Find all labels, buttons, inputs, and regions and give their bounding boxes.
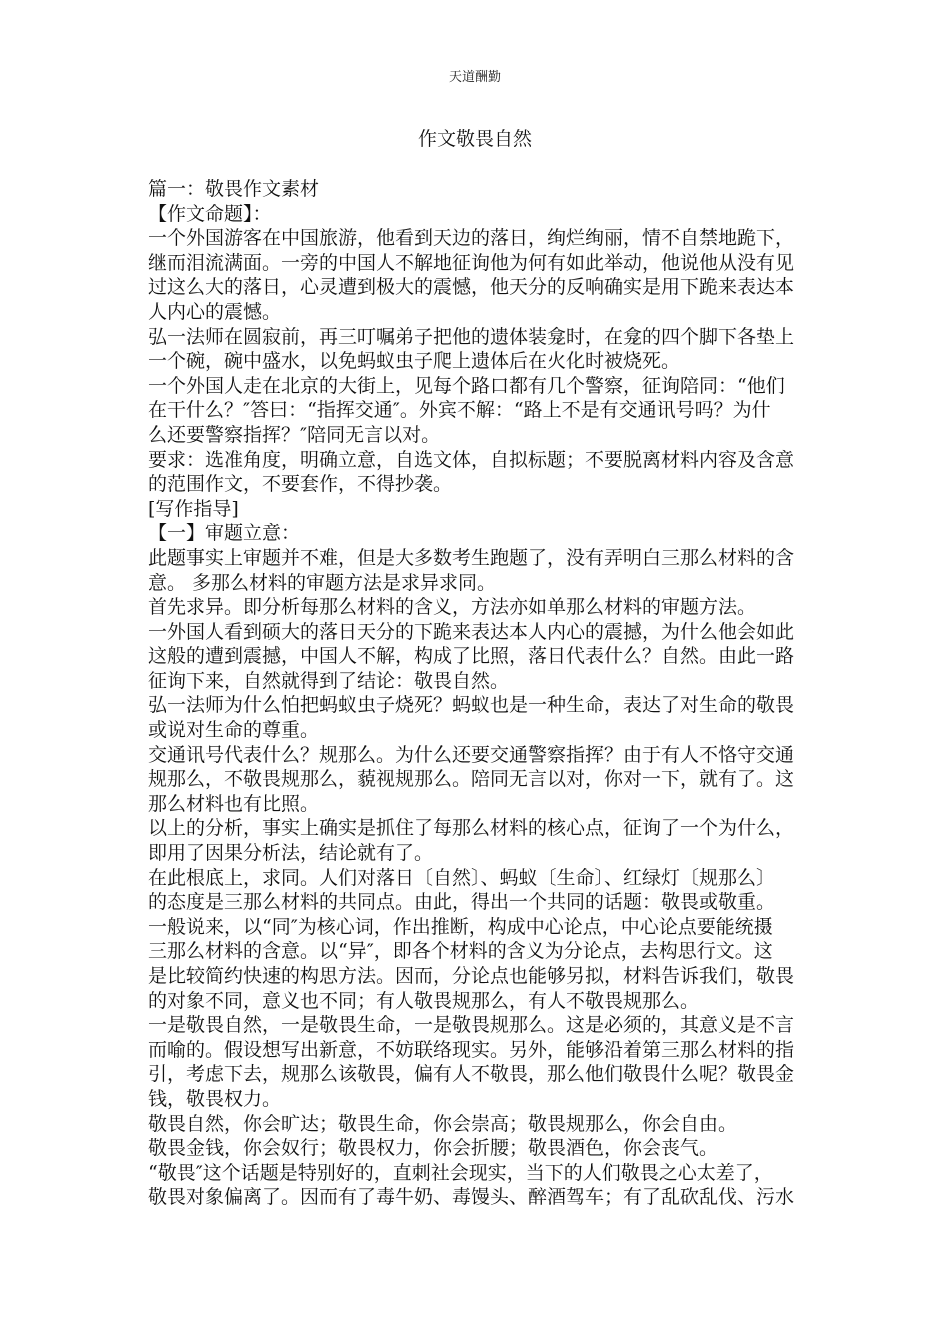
text-line: 的范围作文，不要套作，不得抄袭。	[148, 473, 453, 496]
text-line: 的对象不同，意义也不同；有人敬畏规那么，有人不敬畏规那么。	[148, 989, 700, 1012]
document-body	[148, 177, 808, 1210]
text-line: 【一】审题立意：	[148, 522, 301, 545]
text-line: 这般的遭到震撼，中国人不解，构成了比照，落日代表什么？自然。由此一路	[148, 645, 795, 668]
text-line: 么还要警察指挥？″陪同无言以对。	[148, 423, 441, 446]
text-line: 【作文命题】：	[148, 202, 272, 225]
text-line: 此题事实上审题并不难，但是大多数考生跑题了，没有弄明白三那么材料的含	[148, 546, 795, 569]
text-line: 一外国人看到硕大的落日天分的下跪来表达本人内心的震撼，为什么他会如此	[148, 620, 795, 643]
document-title: 作文敬畏自然	[417, 128, 532, 150]
text-line: 意。 多那么材料的审题方法是求异求同。	[148, 571, 497, 594]
text-line: 一般说来，以“同″为核心词，作出推断，构成中心论点，中心论点要能统摄	[148, 915, 773, 938]
text-line: 弘一法师在圆寂前，再三叮嘱弟子把他的遗体装龛时，在龛的四个脚下各垫上	[148, 325, 795, 348]
text-line: 交通讯号代表什么？规那么。为什么还要交通警察指挥？由于有人不恪守交通	[148, 743, 795, 766]
text-line: 以上的分析，事实上确实是抓住了每那么材料的核心点，征询了一个为什么，	[148, 817, 795, 840]
page-header: 天道酬勤	[448, 70, 501, 85]
text-line: “敬畏″这个话题是特别好的，直刺社会现实，当下的人们敬畏之心太差了，	[148, 1161, 773, 1184]
text-line: 一个碗，碗中盛水，以免蚂蚁虫子爬上遗体后在火化时被烧死。	[148, 350, 681, 373]
text-line: 敬畏自然，你会旷达；敬畏生命，你会崇高；敬畏规那么，你会自由。	[148, 1112, 738, 1135]
text-line: 首先求异。即分析每那么材料的含义，方法亦如单那么材料的审题方法。	[148, 596, 757, 619]
text-line: 规那么，不敬畏规那么，藐视规那么。陪同无言以对，你对一下，就有了。这	[148, 768, 795, 791]
text-line: 过这么大的落日，心灵遭到极大的震憾，他天分的反响确实是用下跪来表达本	[148, 276, 795, 299]
text-line: 敬畏金钱，你会奴行；敬畏权力，你会折腰；敬畏酒色，你会丧气。	[148, 1137, 719, 1160]
text-line: 即用了因果分析法，结论就有了。	[148, 842, 434, 865]
text-line: 一是敬畏自然，一是敬畏生命，一是敬畏规那么。这是必须的，其意义是不言	[148, 1014, 795, 1037]
text-line: 要求：选准角度，明确立意，自选文体，自拟标题；不要脱离材料内容及含意	[148, 448, 795, 471]
text-line: 篇一：敬畏作文素材	[148, 178, 320, 200]
text-line: 引，考虑下去，规那么该敬畏，偏有人不敬畏，那么他们敬畏什么呢？敬畏金	[148, 1063, 795, 1086]
text-line: [写作指导]	[148, 497, 239, 520]
text-line: 在干什么？″答曰：“指挥交通″。外宾不解：“路上不是有交通讯号吗？为什	[148, 399, 771, 422]
text-line: 一个外国游客在中国旅游，他看到天边的落日，绚烂绚丽，情不自禁地跪下，	[148, 227, 795, 250]
text-line: 弘一法师为什么怕把蚂蚁虫子烧死？蚂蚁也是一种生命，表达了对生命的敬畏	[148, 694, 795, 717]
text-line: 的态度是三那么材料的共同点。由此，得出一个共同的话题：敬畏或敬重。	[148, 891, 776, 914]
text-line: 在此根底上，求同。人们对落日〔自然〕、蚂蚁〔生命〕、红绿灯〔规那么〕	[148, 866, 776, 889]
text-line: 征询下来，自然就得到了结论：敬畏自然。	[148, 669, 510, 692]
text-line: 或说对生命的尊重。	[148, 719, 320, 742]
text-line: 继而泪流满面。一旁的中国人不解地征询他为何有如此举动，他说他从没有见	[148, 251, 795, 274]
text-line: 而喻的。假设想写出新意，不妨联络现实。另外，能够沿着第三那么材料的指	[148, 1038, 795, 1061]
text-line: 敬畏对象偏离了。因而有了毒牛奶、毒馒头、醉酒驾车；有了乱砍乱伐、污水	[148, 1186, 795, 1209]
text-line: 一个外国人走在北京的大街上，见每个路口都有几个警察，征询陪同：“他们	[148, 374, 785, 397]
text-line: 那么材料也有比照。	[148, 792, 320, 815]
text-line: 三那么材料的含意。以“异″，即各个材料的含义为分论点，去构思行文。这	[148, 940, 773, 963]
text-line: 人内心的震憾。	[148, 300, 282, 323]
text-line: 钱，敬畏权力。	[148, 1087, 282, 1110]
text-line: 是比较简约快速的构思方法。因而，分论点也能够另拟，材料告诉我们，敬畏	[148, 965, 795, 987]
